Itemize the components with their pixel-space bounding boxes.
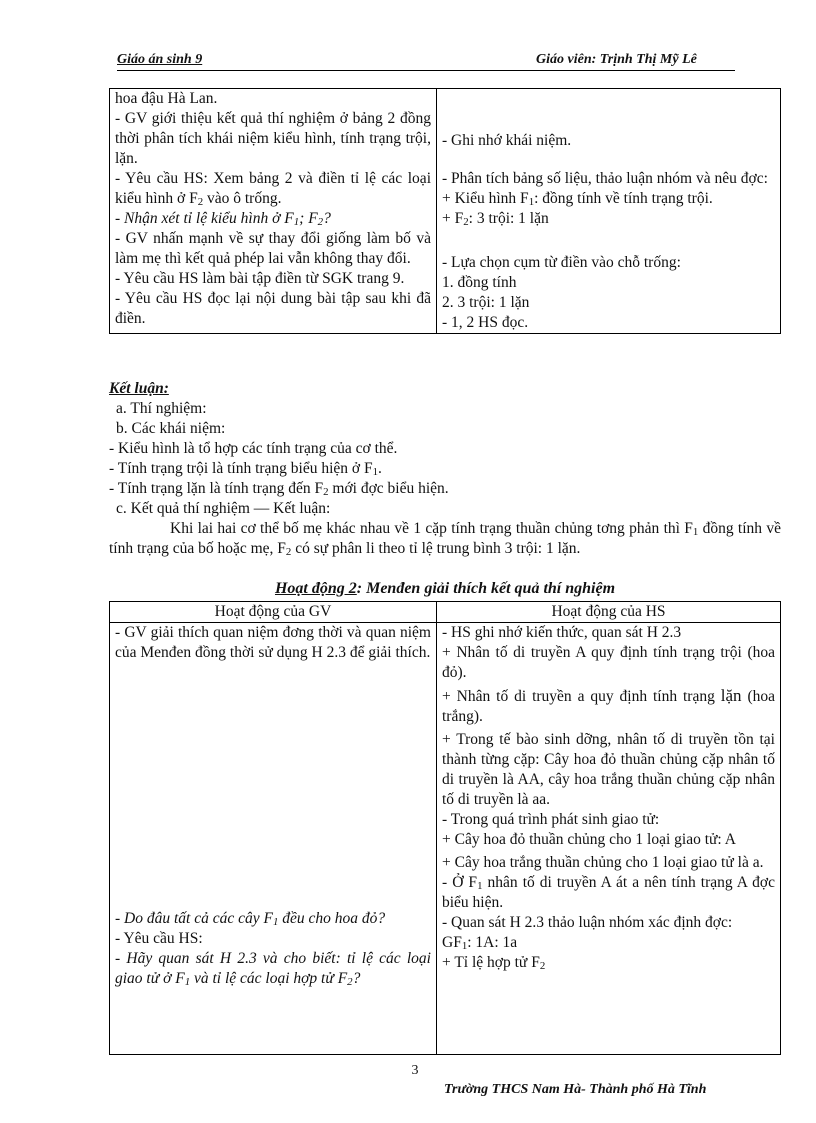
hs-line: + Kiểu hình $F_1$: đồng tính về tính trạng trội. xyxy=(442,190,713,208)
hs-header: Hoạt động của HS xyxy=(437,602,781,623)
conclusion xyxy=(109,379,781,559)
conclusion-line: c. Kết quả thí nghiệm — Kết luận: xyxy=(116,500,331,517)
hs-line: + Cây hoa trắng thuần chủng cho 1 loại giao tử là a. xyxy=(442,854,764,871)
hs-line: - HS ghi nhớ kiến thức, quan sát H 2.3 xyxy=(442,624,682,641)
activity1-table xyxy=(109,88,781,334)
conclusion-line: - Tính trạng lặn là tính trạng đến $F_2$ mới đợc biểu hiện. xyxy=(109,480,449,498)
gv-line: - GV giải thích quan niệm đơng thời và quan niệm của Menđen đồng thời sử dụng H 2.3 để giải thích. xyxy=(115,624,431,661)
hs-line: + Nhân tố di truyền a quy định tính trạng lặn (hoa trắng). xyxy=(442,686,775,725)
hs-line: - 1, 2 HS đọc. xyxy=(442,314,529,331)
hs-line: + Nhân tố di truyền A quy định tính trạng trội (hoa đỏ). xyxy=(442,644,775,681)
activity2-title: Hoạt động 2: Menđen giải thích kết quả thí nghiệm xyxy=(274,580,616,597)
gv-question: - Do đâu tất cả các cây $F_1$ đều cho hoa đỏ? xyxy=(115,910,386,928)
gv-line: - Yêu cầu HS đọc lại nội dung bài tập sau khi đã điền. xyxy=(115,290,431,327)
hs-line: + Trong tế bào sinh dỡng, nhân tố di truyền tồn tại thành từng cặp: Cây hoa đỏ thuần chủng cặp nhân tố di truyền là AA, cây hoa trắng thuần chủng cặp nhân tố di truyền là aa. xyxy=(442,731,775,808)
gv-line: - Yêu cầu HS: Xem bảng 2 và điền tỉ lệ các loại kiểu hình ở $F_2$ vào ô trống. xyxy=(115,170,431,208)
hs-line: - Phân tích bảng số liệu, thảo luận nhóm và nêu đợc: xyxy=(442,170,768,187)
gv-column xyxy=(110,89,437,334)
gv-line: - GV giới thiệu kết quả thí nghiệm ở bảng 2 đồng thời phân tích khái niệm kiểu hình, tính trạng trội, lặn. xyxy=(115,110,431,167)
footer-school: Trường THCS Nam Hà- Thành phố Hà Tĩnh xyxy=(444,1082,707,1097)
hs-column xyxy=(437,623,781,1055)
conclusion-line: a. Thí nghiệm: xyxy=(116,400,207,417)
hs-line: - Ở $F_1$ nhân tố di truyền A át a nên tính trạng A đợc biểu hiện. xyxy=(442,874,775,911)
conclusion-paragraph: Khi lai hai cơ thể bố mẹ khác nhau về 1 cặp tính trạng thuần chủng tơng phản thì $F_1$ đồng tính về tính trạng của bố hoặc mẹ, $F_2$ có sự phân li theo tỉ lệ trung bình 3 trội: 1 lặn. xyxy=(109,520,781,558)
hs-column xyxy=(437,89,781,334)
hs-line: - Quan sát H 2.3 thảo luận nhóm xác định đợc: xyxy=(442,914,733,931)
conclusion-line: - Kiểu hình là tổ hợp các tính trạng của cơ thể. xyxy=(109,440,398,457)
gv-question: - Nhận xét tỉ lệ kiểu hình ở $F_1$; $F_2$? xyxy=(115,210,331,228)
hs-line: - Trong quá trình phát sinh giao tử: xyxy=(442,811,660,828)
gv-line: - GV nhấn mạnh về sự thay đổi giống làm bố và làm mẹ thì kết quả phép lai vẫn không thay đổi. xyxy=(115,230,431,267)
hs-line: $GF_1$: 1A: 1a xyxy=(442,934,518,952)
conclusion-line: b. Các khái niệm: xyxy=(116,420,226,437)
gv-line: - Yêu cầu HS làm bài tập điền từ SGK trang 9. xyxy=(115,270,405,287)
header-teacher: Giáo viên: Trịnh Thị Mỹ Lê xyxy=(536,52,697,67)
header-rule xyxy=(117,70,735,71)
hs-line: + $F_2$: 3 trội: 1 lặn xyxy=(442,210,549,228)
hs-line: 1. đồng tính xyxy=(442,274,517,291)
gv-header: Hoạt động của GV xyxy=(110,602,437,623)
gv-line: hoa đậu Hà Lan. xyxy=(115,90,218,107)
gv-question: - Hãy quan sát H 2.3 và cho biết: tỉ lệ các loại giao tử ở $F_1$ và tỉ lệ các loại hợp tử $F_2$? xyxy=(115,950,431,988)
hs-line: - Ghi nhớ khái niệm. xyxy=(442,132,572,149)
conclusion-title: Kết luận: xyxy=(109,380,169,397)
page-number: 3 xyxy=(411,1063,419,1078)
activity2-table xyxy=(109,601,781,1055)
gv-line: - Yêu cầu HS: xyxy=(115,930,203,947)
gv-column xyxy=(110,623,437,1055)
hs-line: + Cây hoa đỏ thuần chủng cho 1 loại giao tử: A xyxy=(442,831,736,848)
hs-line: 2. 3 trội: 1 lặn xyxy=(442,294,530,311)
header-subject: Giáo án sinh 9 xyxy=(117,52,203,67)
hs-line: + Tỉ lệ hợp tử $F_2$ xyxy=(442,954,546,972)
hs-line: - Lựa chọn cụm từ điền vào chỗ trống: xyxy=(442,254,681,271)
conclusion-line: - Tính trạng trội là tính trạng biểu hiện ở $F_1$. xyxy=(109,460,382,478)
